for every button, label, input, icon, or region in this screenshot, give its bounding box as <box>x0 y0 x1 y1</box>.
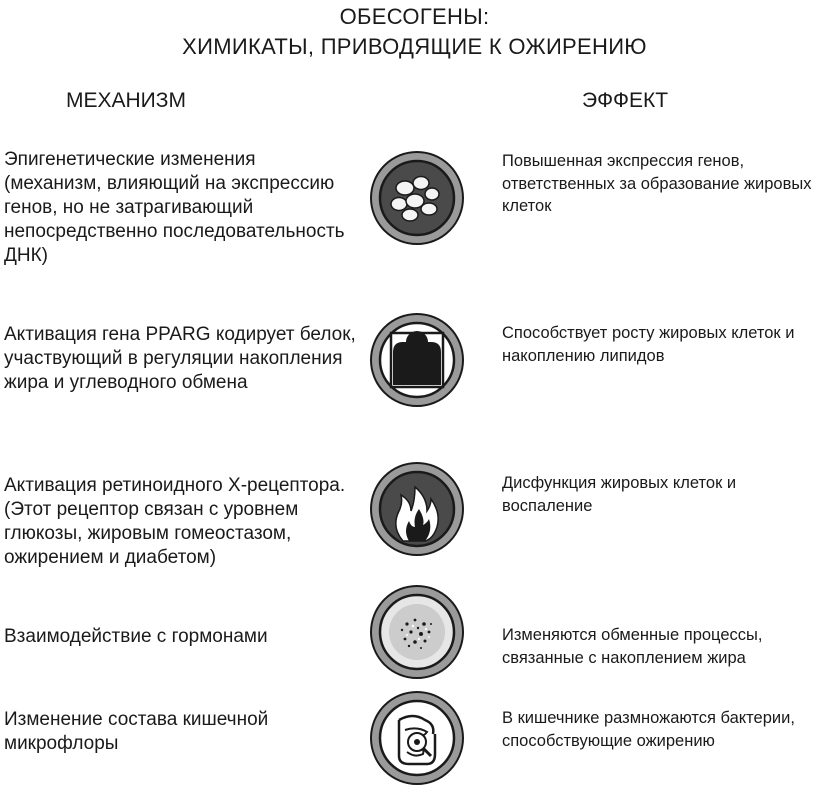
effect-text-5: В кишечнике размножаются бактерии, способствующие ожирению <box>502 709 795 750</box>
particles-icon <box>369 584 465 680</box>
page-title-line2: ХИМИКАТЫ, ПРИВОДЯЩИЕ К ОЖИРЕНИЮ <box>182 34 647 59</box>
effect-text-4: Изменяются обменные процессы, связанные с накоплением жира <box>502 626 763 667</box>
page-title-line1: ОБЕСОГЕНЫ: <box>339 4 490 29</box>
person-in-frame-icon <box>369 312 465 408</box>
effect-text-1: Повышенная экспрессия генов, ответственных за образование жировых клеток <box>502 152 812 215</box>
intestine-icon <box>369 690 465 786</box>
mechanism-text-4: Взаимодействие с гормонами <box>4 626 268 647</box>
flame-icon <box>369 461 465 557</box>
effect-text-2: Способствует росту жировых клеток и накоплению липидов <box>502 324 795 365</box>
mechanism-text-2: Активация гена PPARG кодирует белок, участвующий в регуляции накопления жира и углеводного обмена <box>4 324 356 393</box>
mechanism-text-1: Эпигенетические изменения (механизм, влияющий на экспрессию генов, но не затрагивающий непосредственно последовательность ДНК) <box>4 149 345 266</box>
effect-column-header: ЭФФЕКТ <box>582 89 669 112</box>
mechanism-column-header: МЕХАНИЗМ <box>66 89 186 112</box>
effect-text-3: Дисфункция жировых клеток и воспаление <box>502 474 737 515</box>
fat-cells-icon <box>369 150 465 246</box>
mechanism-text-3: Активация ретиноидного X-рецептора. (Этот рецептор связан с уровнем глюкозы, жировым гомеостазом, ожирением и диабетом) <box>4 475 346 568</box>
mechanism-text-5: Изменение состава кишечной микрофлоры <box>4 709 269 754</box>
